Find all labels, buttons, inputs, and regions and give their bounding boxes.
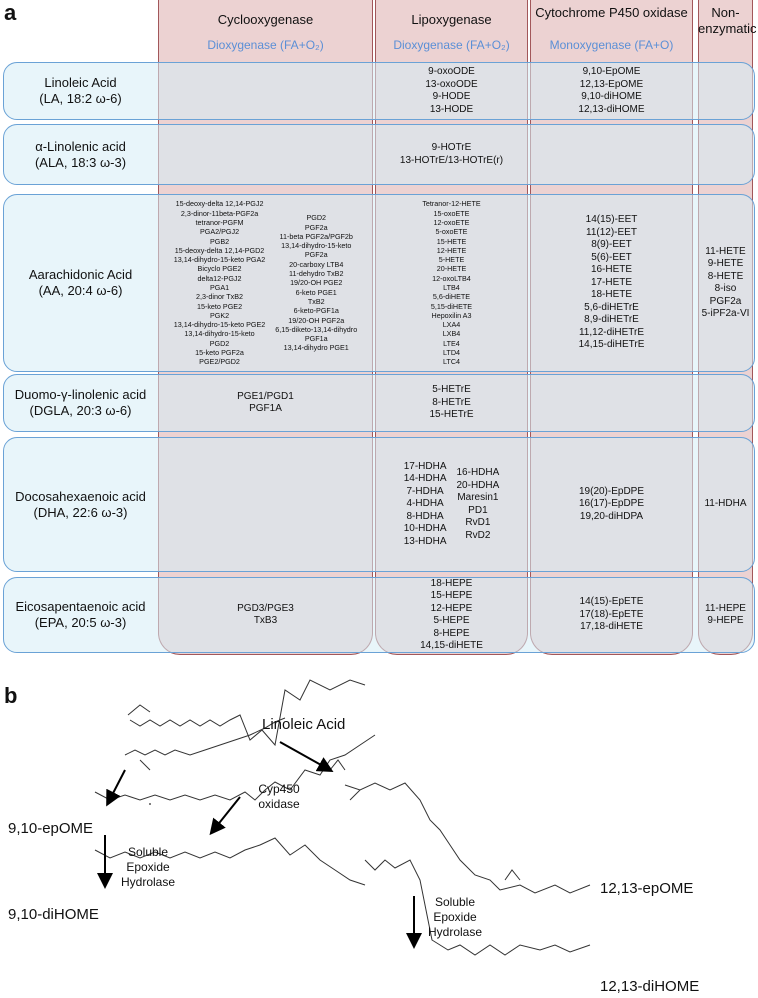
metabolite: 19/20-OH PGE2 xyxy=(290,278,343,288)
metabolite: 12,13-EpOME xyxy=(579,78,644,90)
metabolite: 8-iso PGF2a xyxy=(709,283,742,307)
metabolite: 14,15-diHETE xyxy=(420,640,483,651)
metabolite: TxB2 xyxy=(307,296,325,306)
metabolite: PGB2 xyxy=(209,236,230,246)
metabolite: 2,3-dinor TxB2 xyxy=(196,292,244,302)
metabolite: 18-HEPE xyxy=(430,577,473,589)
metabolite: 19/20-OH PGF2a xyxy=(288,315,345,325)
column-subtitle: Dioxygenase (FA+O₂) xyxy=(393,38,510,52)
linoleic-acid-label: Linoleic Acid xyxy=(262,716,346,733)
metabolite: 17-HDHA xyxy=(403,460,447,472)
metabolite: LTE4 xyxy=(443,338,460,348)
metabolite: 13,14-dihydro PGE1 xyxy=(283,343,349,353)
metabolite: 13,14-dihydro-15-keto xyxy=(184,329,255,339)
metabolite: PGF2a xyxy=(304,250,328,260)
metabolite: 14(15)-EpETE xyxy=(579,596,644,608)
metabolite: 19,20-diHDPA xyxy=(579,510,644,522)
fatty-acid-abbr: (EPA, 20:5 ω-3) xyxy=(34,615,127,630)
metabolite: 11(12)-EET xyxy=(586,226,637,238)
metabolite: 8,9-diHETrE xyxy=(584,314,639,326)
metabolite: 4-HDHA xyxy=(406,498,444,510)
fatty-acid-abbr: (AA, 20:4 ω-6) xyxy=(38,283,123,298)
metabolite: PGD2 xyxy=(306,213,327,223)
metabolite: 5-HETrE xyxy=(432,384,471,396)
metabolite: 11-HDHA xyxy=(704,498,747,510)
metabolite: 20-HETE xyxy=(436,264,467,274)
metabolite: 15-HETE xyxy=(436,236,467,246)
panel-a-label: a xyxy=(4,0,17,25)
metabolite: 12-oxoETE xyxy=(433,217,470,227)
fatty-acid-abbr: (LA, 18:2 ω-6) xyxy=(39,91,122,106)
metabolite: 9-HEPE xyxy=(707,615,744,626)
metabolite: 19(20)-EpDPE xyxy=(578,485,645,497)
metabolite: 18-HETE xyxy=(590,289,633,301)
metabolite: 9,10-EpOME xyxy=(582,66,641,77)
metabolite: 16(17)-EpDPE xyxy=(578,498,645,510)
metabolite: 15-deoxy-delta 12,14-PGD2 xyxy=(174,245,265,255)
metabolite: 5-iPF2a-VI xyxy=(701,308,750,319)
metabolite: 8-HEPE xyxy=(433,627,470,639)
metabolite: delta12-PGJ2 xyxy=(197,273,242,283)
metabolite: 15-keto PGE2 xyxy=(196,301,243,311)
metabolite: 11,12-diHETrE xyxy=(578,326,645,338)
metabolite: 10-HDHA xyxy=(403,523,447,535)
metabolite: PGD2 xyxy=(209,338,230,348)
column-title: Cyclooxygenase xyxy=(217,12,314,27)
metabolite: 13-oxoODE xyxy=(425,78,478,90)
metabolite: 9,10-diHOME xyxy=(581,91,642,102)
dihome-910-label: 9,10-diHOME xyxy=(8,906,99,923)
metabolite: PGA1 xyxy=(209,283,230,292)
metabolite: 17,18-diHETE xyxy=(580,621,643,633)
metabolite: 13-HODE xyxy=(429,103,474,115)
fatty-acid-name: Linoleic Acid xyxy=(44,75,117,90)
metabolite: 14(15)-EET xyxy=(585,214,638,226)
fatty-acid-abbr: (DGLA, 20:3 ω-6) xyxy=(29,403,132,418)
metabolite: RvD2 xyxy=(465,529,491,541)
column-subtitle: Monoxygenase (FA+O) xyxy=(549,38,674,52)
seh-label-2: Soluble Epoxide Hydrolase xyxy=(427,895,483,939)
metabolite: LTB4 xyxy=(443,283,460,292)
fatty-acid-name: α-Linolenic acid xyxy=(35,138,126,154)
metabolite: 8-HDHA xyxy=(406,510,444,522)
metabolite: PGF2a xyxy=(304,222,328,232)
metabolite: 6,15-diketo-13,14-dihydro xyxy=(275,324,358,334)
fatty-acid-abbr: (DHA, 22:6 ω-3) xyxy=(33,504,128,520)
metabolite: 16-HDHA xyxy=(456,467,500,478)
fatty-acid-name: Duomo-γ-linolenic acid xyxy=(14,387,147,402)
metabolite: Hepoxilin A3 xyxy=(431,310,472,320)
column-title: Non-enzymatic xyxy=(698,5,757,36)
metabolite: 17-HETE xyxy=(590,276,633,288)
metabolite: 5,6-diHETE xyxy=(432,292,471,302)
metabolite: 20-HDHA xyxy=(456,479,500,491)
metabolite: Bicyclo PGE2 xyxy=(197,264,242,274)
metabolite: 11-HETE xyxy=(705,245,746,257)
seh-label-1: Soluble Epoxide Hydrolase xyxy=(120,845,176,889)
fatty-acid-name: Eicosapentaenoic acid xyxy=(15,599,146,614)
metabolite: Tetranor-12-HETE xyxy=(422,199,481,209)
metabolite: 13-HOTrE/13-HOTrE(r) xyxy=(399,154,504,166)
metabolite: TxB3 xyxy=(253,615,278,626)
metabolite: 17(18)-EpETE xyxy=(579,608,644,620)
metabolite: 9-HETE xyxy=(707,258,744,269)
metabolite: 8-HETrE xyxy=(432,396,471,408)
metabolite: 5-oxoETE xyxy=(435,227,468,237)
metabolite: 12-HETE xyxy=(436,245,467,255)
fatty-acid-abbr: (ALA, 18:3 ω-3) xyxy=(34,154,127,170)
metabolite: 9-HODE xyxy=(432,91,471,102)
metabolite: 14-HDHA xyxy=(403,473,447,485)
metabolite: PGE1/PGD1 xyxy=(237,390,294,402)
metabolite: 15-HETrE xyxy=(429,409,474,421)
metabolite: 2,3-dinor-11beta-PGF2a xyxy=(180,208,259,218)
metabolite: 8-HETE xyxy=(707,270,744,282)
metabolite: 16-HETE xyxy=(590,264,633,276)
metabolite: PGE2/PGD2 xyxy=(199,357,240,367)
metabolite: 5-HETE xyxy=(438,255,465,265)
metabolite: 12-oxoLTB4 xyxy=(432,273,471,283)
metabolite: LXB4 xyxy=(442,329,461,339)
metabolite: PGF1A xyxy=(249,403,282,414)
metabolite: 12,13-diHOME xyxy=(578,103,645,115)
metabolite: 15-keto PGF2a xyxy=(195,348,244,358)
cyp450-label: Cyp450 oxidase xyxy=(258,782,300,811)
epome-1213-label: 12,13-epOME xyxy=(600,880,694,897)
metabolite: 11-HEPE xyxy=(705,602,746,614)
metabolite: PGF1a xyxy=(304,334,328,344)
metabolite: 14,15-diHETrE xyxy=(578,339,645,351)
column-subtitle: Dioxygenase (FA+O₂) xyxy=(207,38,324,52)
metabolite: 6-keto-PGF1a xyxy=(293,306,339,316)
metabolite: 11-beta PGF2a/PGF2b xyxy=(279,231,353,241)
metabolite: 15-HEPE xyxy=(430,590,473,601)
fatty-acid-name: Aarachidonic Acid xyxy=(28,267,133,282)
metabolite: 15-deoxy-delta 12,14-PGJ2 xyxy=(175,199,264,209)
metabolite: 8(9)-EET xyxy=(591,239,632,251)
metabolite: LTD4 xyxy=(442,348,461,358)
metabolite: 5(6)-EET xyxy=(591,251,632,263)
metabolite: 7-HDHA xyxy=(406,485,444,497)
column-title: Lipoxygenase xyxy=(411,12,492,27)
metabolite: 6-keto PGE1 xyxy=(295,287,337,297)
metabolite: 13-HDHA xyxy=(403,535,447,547)
metabolite: LTC4 xyxy=(442,357,461,367)
metabolite: LXA4 xyxy=(442,320,461,330)
panel-b-label: b xyxy=(4,683,18,708)
metabolite: 5,15-diHETE xyxy=(430,301,473,311)
metabolite: 5,6-diHETrE xyxy=(584,301,639,313)
epome-910-label: 9,10-epOME xyxy=(8,820,94,837)
metabolite: PD1 xyxy=(468,504,488,516)
metabolite: 13,14-dihydro-15-keto PGE2 xyxy=(173,320,266,330)
metabolite: 5-HEPE xyxy=(433,615,470,626)
metabolite: 15-oxoETE xyxy=(433,208,470,218)
metabolite: 9-oxoODE xyxy=(428,66,475,77)
fatty-acid-name: Docosahexaenoic acid xyxy=(15,488,146,504)
metabolite: 9-HOTrE xyxy=(431,142,472,153)
metabolite: PGD3/PGE3 xyxy=(237,602,294,614)
metabolite: 20-carboxy LTB4 xyxy=(289,259,344,269)
metabolite: PGA2/PGJ2 xyxy=(199,227,240,237)
dihome-1213-label: 12,13-diHOME xyxy=(600,978,700,995)
metabolite: 13,14-dihydro-15-keto PGA2 xyxy=(173,255,266,265)
metabolite: 13,14-dihydro-15-keto xyxy=(281,241,352,251)
metabolite: tetranor-PGFM xyxy=(195,217,244,227)
metabolite: Maresin1 xyxy=(457,492,499,503)
metabolite: 11-dehydro TxB2 xyxy=(289,269,344,279)
column-title: Cytochrome P450 oxidase xyxy=(535,5,688,20)
metabolite: RvD1 xyxy=(465,517,491,528)
metabolite: PGK2 xyxy=(209,310,230,320)
metabolite: 12-HEPE xyxy=(430,602,473,614)
